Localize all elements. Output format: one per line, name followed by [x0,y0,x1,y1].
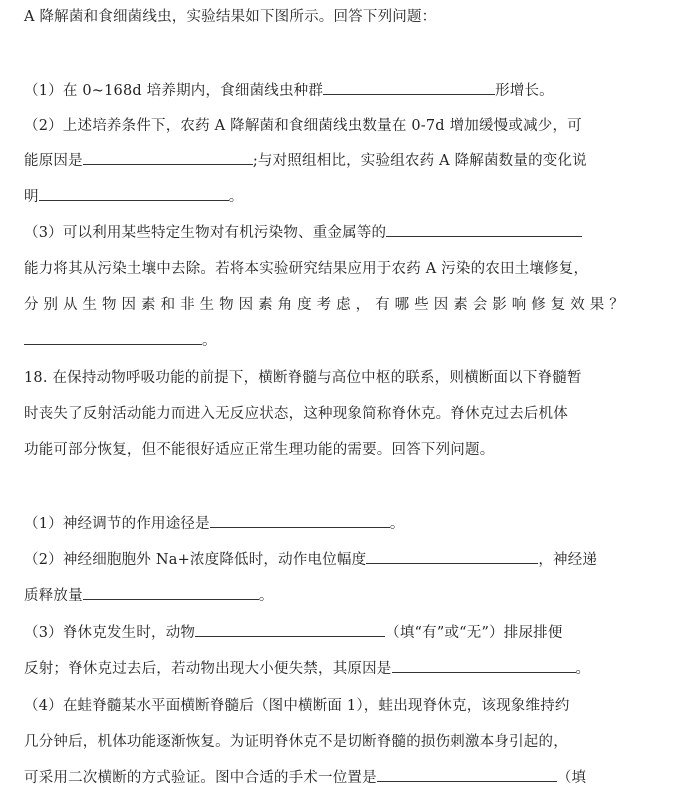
q18-part3-line1 [24,622,660,644]
q18-part4-l3-suffix: （填 [556,770,587,786]
q18-part2-line2 [24,585,660,607]
q17-part2-l3-prefix: 明 [24,189,39,205]
answer-blank[interactable] [83,585,259,600]
q17-part3-line4 [24,330,660,352]
q18-part2-l2-prefix: 质释放量 [24,588,83,604]
q17-part3-l4-suffix: 。 [202,333,217,349]
q17-part2-l2-suffix: ;与对照组相比，实验组农药 A 降解菌数量的变化说 [252,153,587,169]
q18-part3-l2-suffix: 。 [575,661,591,677]
q18-part4-line1 [24,695,660,717]
answer-blank[interactable] [83,150,253,165]
q18-part1 [24,513,660,535]
q18-stem-line3 [24,439,660,461]
q18-part3-line2 [24,658,660,680]
q17-part3-line3 [24,294,660,316]
q18-part3-l2-prefix: 反射；脊休克过去后，若动物出现大小便失禁，其原因是 [24,661,392,677]
q18-stem-l2-text: 时丧失了反射活动能力而进入无反应状态，这种现象简称脊休克。脊休克过去后机体 [24,406,568,422]
q18-part1-suffix: 。 [389,516,405,532]
q17-part1-prompt: （1）在 0~168d 培养期内，食细菌线虫种群 [24,83,324,99]
q18-stem-line2 [24,403,660,425]
intro-line [24,6,660,28]
q18-part3-prompt: （3）脊休克发生时，动物 [24,625,196,641]
q18-part2-prompt: （2）神经细胞胞外 Na+浓度降低时，动作电位幅度 [24,552,367,568]
q17-part2-l2-prefix: 能原因是 [24,153,83,169]
answer-blank[interactable] [377,767,557,782]
q17-part3-l2-text: 能力将其从污染土壤中去除。若将本实验研究结果应用于农药 A 污染的农田土壤修复， [24,261,589,277]
q18-part2-suffix: ，神经递 [538,552,598,568]
q18-part2-l2-suffix: 。 [258,588,274,604]
q18-part4-l2-text: 几分钟后，机体功能逐渐恢复。为证明脊休克不是切断脊髓的损伤刺激本身引起的， [24,734,568,750]
q18-stem-l3-text: 功能可部分恢复，但不能很好适应正常生理功能的需要。回答下列问题。 [24,442,495,458]
q18-stem-line1 [24,367,660,389]
q17-part2-line1 [24,115,660,137]
q18-part4-line3 [24,767,660,789]
answer-blank[interactable] [39,186,229,201]
q17-part3-text: （3）可以利用某些特定生物对有机污染物、重金属等的 [24,225,387,241]
intro-text: A 降解菌和食细菌线虫，实验结果如下图所示。回答下列问题： [24,9,437,25]
q17-part2-text: （2）上述培养条件下，农药 A 降解菌和食细菌线虫数量在 0-7d 增加缓慢或减少，可 [24,118,582,134]
q17-part1 [24,80,660,102]
q18-stem-text: 18. 在保持动物呼吸功能的前提下，横断脊髓与高位中枢的联系，则横断面以下脊髓暂 [24,370,582,386]
q17-part2-line3 [24,186,660,208]
q17-part2-l3-suffix: 。 [228,189,244,205]
q18-part4-l3-prompt: 可采用二次横断的方式验证。图中合适的手术一位置是 [24,770,377,786]
q18-part4-text: （4）在蛙脊髓某水平面横断脊髓后（图中横断面 1），蛙出现脊休克，该现象维持约 [24,698,570,714]
q18-part2-line1 [24,549,660,571]
q18-part1-prompt: （1）神经调节的作用途径是 [24,516,210,532]
q17-part1-suffix: 形增长。 [495,83,554,99]
answer-blank[interactable] [366,549,538,564]
q17-part2-line2 [24,150,660,172]
q18-part3-suffix: （填“有”或“无”）排尿排便 [385,625,563,641]
q17-part3-line1 [24,222,660,244]
answer-blank[interactable] [386,222,582,237]
q18-part4-line2 [24,731,660,753]
answer-blank[interactable] [392,658,576,673]
answer-blank[interactable] [24,330,202,345]
q17-part3-line2 [24,258,660,280]
answer-blank[interactable] [195,622,385,637]
answer-blank[interactable] [210,513,390,528]
answer-blank[interactable] [323,80,495,95]
q17-part3-l3-text: 分 别 从 生 物 因 素 和 非 生 物 因 素 角 度 考 虑 ， 有 哪 些 因 素 会 影 响 修 复 效 果 ？ [24,297,624,313]
